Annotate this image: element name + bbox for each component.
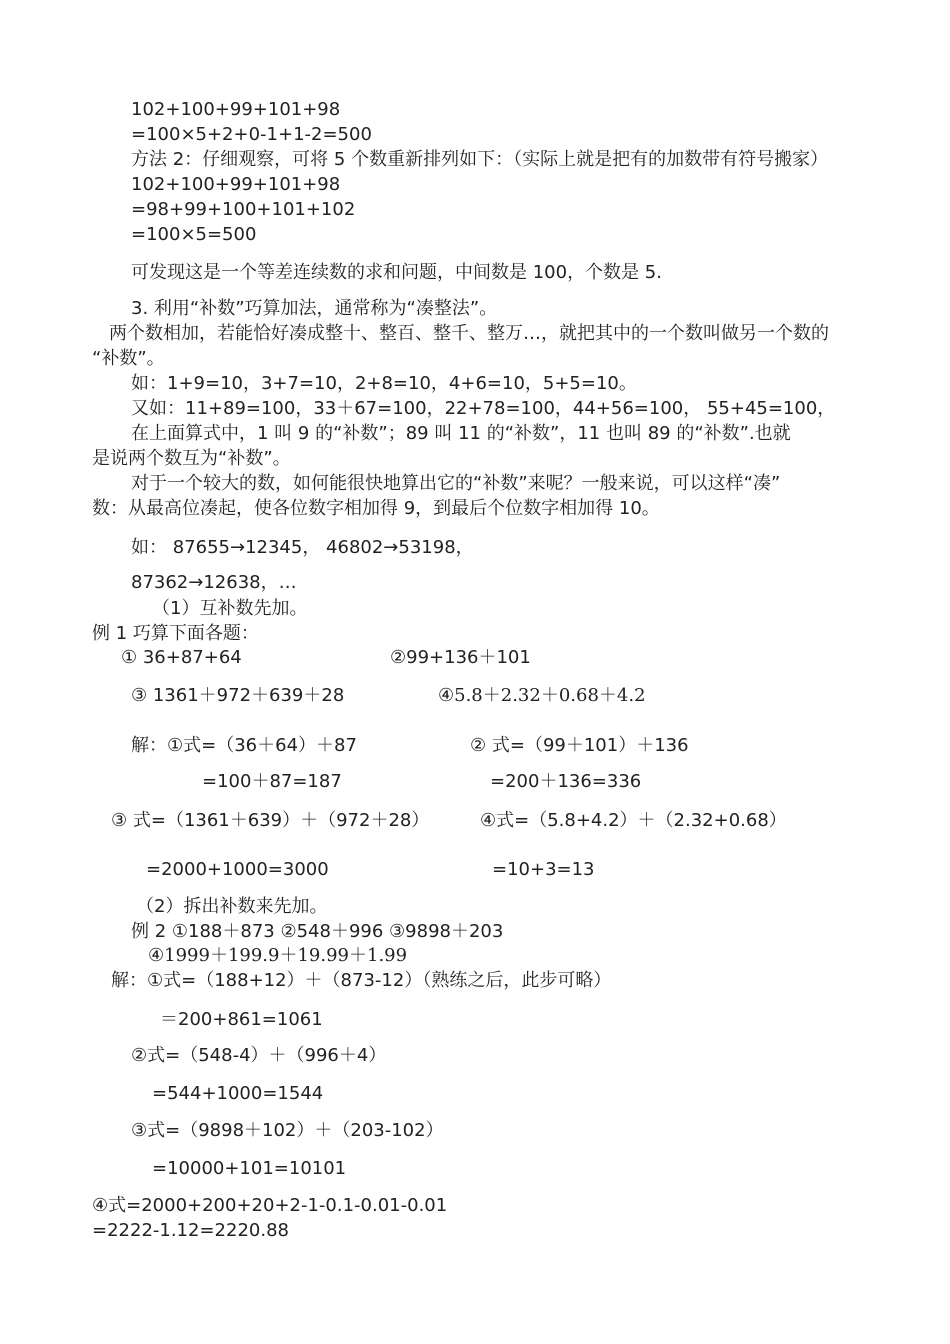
solution-2-step-1: ② 式=（99＋101）＋136 [470, 735, 689, 756]
line-method2-result: =100×5=500 [131, 224, 257, 245]
solution-3-step-2: =2000+1000=3000 [146, 859, 329, 880]
subheading-1: （1）互补数先加。 [152, 598, 308, 619]
solution-ex2-4-step-1: ④式=2000+200+20+2-1-0.1-0.01-0.01 [92, 1195, 448, 1216]
line-complement-definition-cont: “补数”。 [92, 348, 165, 369]
example-1-problem-1: ① 36+87+64 [121, 647, 242, 668]
line-method2-intro: 方法 2：仔细观察，可将 5 个数重新排列如下：（实际上就是把有的加数带有符号搬家） [131, 149, 829, 170]
example-2-problem-4: ④1999＋199.9＋19.99＋1.99 [148, 945, 408, 966]
line-complement-examples: 如： 87655→12345， 46802→53198， [131, 537, 474, 558]
line-explanation: 在上面算式中，1 叫 9 的“补数”；89 叫 11 的“补数”，11 也叫 89 的“补数”.也就 [131, 423, 791, 444]
solution-4-step-2: =10+3=13 [492, 859, 595, 880]
line-method1-result: =100×5+2+0-1+1-2=500 [131, 124, 372, 145]
solution-3-step-1: ③ 式=（1361＋639）＋（972＋28） [111, 810, 430, 831]
example-1-problem-2: ②99+136＋101 [390, 647, 531, 668]
solution-ex2-2-step-1: ②式=（548-4）＋（996＋4） [131, 1045, 387, 1066]
solution-1-step-1: 解：①式=（36＋64）＋87 [131, 735, 357, 756]
solution-ex2-1-step-1: 解：①式=（188+12）＋（873-12）（熟练之后，此步可略） [111, 970, 612, 991]
line-sum-original: 102+100+99+101+98 [131, 99, 341, 120]
solution-2-step-2: =200＋136=336 [490, 771, 642, 792]
subheading-2: （2）拆出补数来先加。 [136, 896, 328, 917]
line-observation: 可发现这是一个等差连续数的求和问题，中间数是 100，个数是 5. [131, 262, 662, 283]
example-1-problem-4: ④5.8＋2.32＋0.68＋4.2 [438, 685, 646, 706]
line-sum-rearranged: =98+99+100+101+102 [131, 199, 356, 220]
solution-1-step-2: =100＋87=187 [202, 771, 342, 792]
solution-ex2-2-step-2: =544+1000=1544 [152, 1083, 324, 1104]
solution-ex2-3-step-2: =10000+101=10101 [152, 1158, 347, 1179]
solution-ex2-1-step-2: ＝200+861=1061 [160, 1009, 323, 1030]
line-example-hundreds: 又如：11+89=100，33＋67=100，22+78=100，44+56=100， 55+45=100， [131, 398, 836, 419]
solution-4-step-1: ④式=（5.8+4.2）＋（2.32+0.68） [480, 810, 787, 831]
solution-ex2-4-step-2: =2222-1.12=2220.88 [92, 1220, 289, 1241]
example-2-problems: 例 2 ①188＋873 ②548＋996 ③9898＋203 [131, 921, 504, 942]
example-1-title: 例 1 巧算下面各题： [92, 623, 259, 644]
section-heading-3: 3. 利用“补数”巧算加法，通常称为“凑整法”。 [131, 298, 498, 319]
line-method-question-cont: 数：从最高位凑起，使各位数字相加得 9，到最后个位数字相加得 10。 [92, 498, 660, 519]
line-example-tens: 如：1+9=10，3+7=10，2+8=10，4+6=10，5+5=10。 [131, 373, 637, 394]
line-sum-original-2: 102+100+99+101+98 [131, 174, 341, 195]
example-1-problem-3: ③ 1361＋972＋639＋28 [131, 685, 345, 706]
line-method-question: 对于一个较大的数，如何能很快地算出它的“补数”来呢？一般来说，可以这样“凑” [131, 473, 781, 494]
solution-ex2-3-step-1: ③式=（9898＋102）＋（203-102） [131, 1120, 444, 1141]
line-complement-examples-cont: 87362→12638，… [131, 572, 297, 593]
line-complement-definition: 两个数相加，若能恰好凑成整十、整百、整千、整万…，就把其中的一个数叫做另一个数的 [109, 323, 829, 344]
line-explanation-cont: 是说两个数互为“补数”。 [92, 448, 291, 469]
